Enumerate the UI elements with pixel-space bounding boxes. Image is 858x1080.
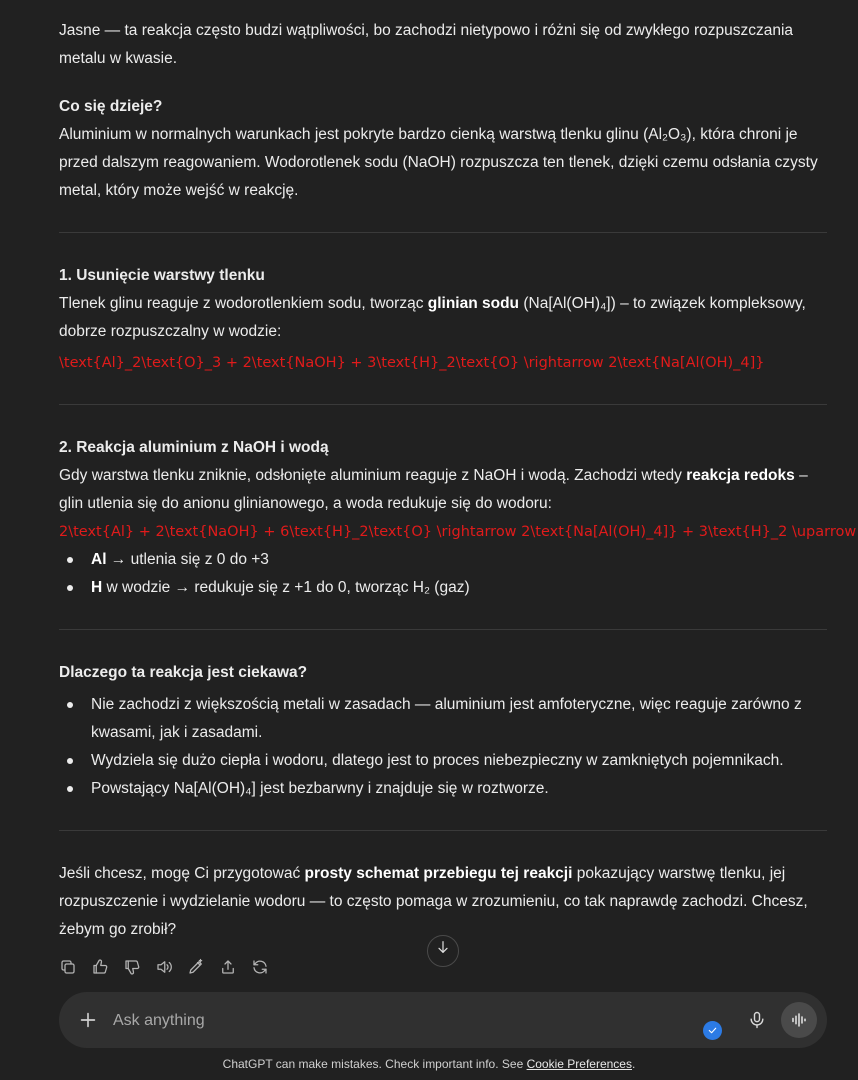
heading-why: Dlaczego ta reakcja jest ciekawa? — [59, 664, 308, 681]
footer-disclaimer: ChatGPT can make mistakes. Check important info. See Cookie Preferences. — [222, 1057, 636, 1071]
list-item: Wydziela się dużo ciepła i wodoru, dlatego jest to proces niebezpieczny w zamkniętych pojemnikach. — [91, 747, 827, 775]
microphone-icon[interactable] — [747, 1009, 767, 1031]
plus-icon[interactable] — [77, 1009, 99, 1031]
list-item: Nie zachodzi z większością metali w zasadach — aluminium jest amfoteryczne, więc reaguje zarówno z kwasami, jak i zasadami. — [91, 691, 827, 747]
voice-mode-button[interactable] — [781, 1002, 817, 1038]
edit-icon[interactable] — [187, 958, 205, 976]
composer — [59, 992, 827, 1048]
arrow-down-icon — [435, 937, 451, 965]
assistant-message — [59, 17, 857, 944]
intro-paragraph: Jasne — ta reakcja często budzi wątpliwości, bo zachodzi nietypowo i różni się od zwykłego rozpuszczania metalu w kwasie. — [59, 22, 794, 67]
prompt-input[interactable] — [111, 1006, 675, 1036]
list-item: Al → utlenia się z 0 do +3 — [91, 546, 827, 574]
step2-paragraph: Gdy warstwa tlenku zniknie, odsłonięte aluminium reaguje z NaOH i wodą. Zachodzi wtedy reakcja redoks – glin utlenia się do anionu glinianowego, a woda redukuje się do wodoru: — [59, 467, 808, 512]
check-badge-icon[interactable] — [703, 1021, 722, 1040]
list-item: Powstający Na[Al(OH)₄] jest bezbarwny i znajduje się w roztworze. — [91, 775, 827, 803]
divider — [59, 830, 827, 831]
heading-step1: 1. Usunięcie warstwy tlenku — [59, 267, 265, 284]
scroll-down-button[interactable] — [427, 935, 459, 967]
divider — [59, 629, 827, 630]
formula-step2: 2\text{Al} + 2\text{NaOH} + 6\text{H}_2\text{O} \rightarrow 2\text{Na[Al(OH)_4]} + 3\text{H}_2 \uparrow — [59, 524, 857, 540]
formula-step1: \text{Al}_2\text{O}_3 + 2\text{NaOH} + 3\text{H}_2\text{O} \rightarrow 2\text{Na[Al(OH)_4]} — [59, 355, 765, 371]
what-happens-paragraph: Aluminium w normalnych warunkach jest pokryte bardzo cienką warstwą tlenku glinu (Al₂O₃), która chroni je przed dalszym reagowaniem. Wodorotlenek sodu (NaOH) rozpuszcza ten tlenek, dzięki czemu odsłania czysty metal, który może wejść w reakcję. — [59, 126, 818, 199]
divider — [59, 232, 827, 233]
message-actions — [59, 958, 269, 976]
cookie-preferences-link[interactable]: Cookie Preferences — [526, 1057, 632, 1071]
divider — [59, 404, 827, 405]
step1-paragraph: Tlenek glinu reaguje z wodorotlenkiem sodu, tworząc glinian sodu (Na[Al(OH)₄]) – to związek kompleksowy, dobrze rozpuszczalny w wodzie: — [59, 295, 806, 340]
list-item: H w wodzie → redukuje się z +1 do 0, tworząc H₂ (gaz) — [91, 574, 827, 602]
heading-what-happens: Co się dzieje? — [59, 98, 163, 115]
read-aloud-icon[interactable] — [155, 958, 173, 976]
closing-paragraph: Jeśli chcesz, mogę Ci przygotować prosty schemat przebiegu tej reakcji pokazujący warstwę tlenku, jej rozpuszczenie i wydzielanie wodoru — to często pomaga w zrozumieniu, co tak naprawdę zachodzi. Chcesz, żebym go zrobił? — [59, 865, 808, 938]
step2-list — [59, 546, 827, 602]
why-list — [59, 691, 827, 803]
heading-step2: 2. Reakcja aluminium z NaOH i wodą — [59, 439, 329, 456]
thumbs-up-icon[interactable] — [91, 958, 109, 976]
share-icon[interactable] — [219, 958, 237, 976]
regenerate-icon[interactable] — [251, 958, 269, 976]
copy-icon[interactable] — [59, 958, 77, 976]
thumbs-down-icon[interactable] — [123, 958, 141, 976]
